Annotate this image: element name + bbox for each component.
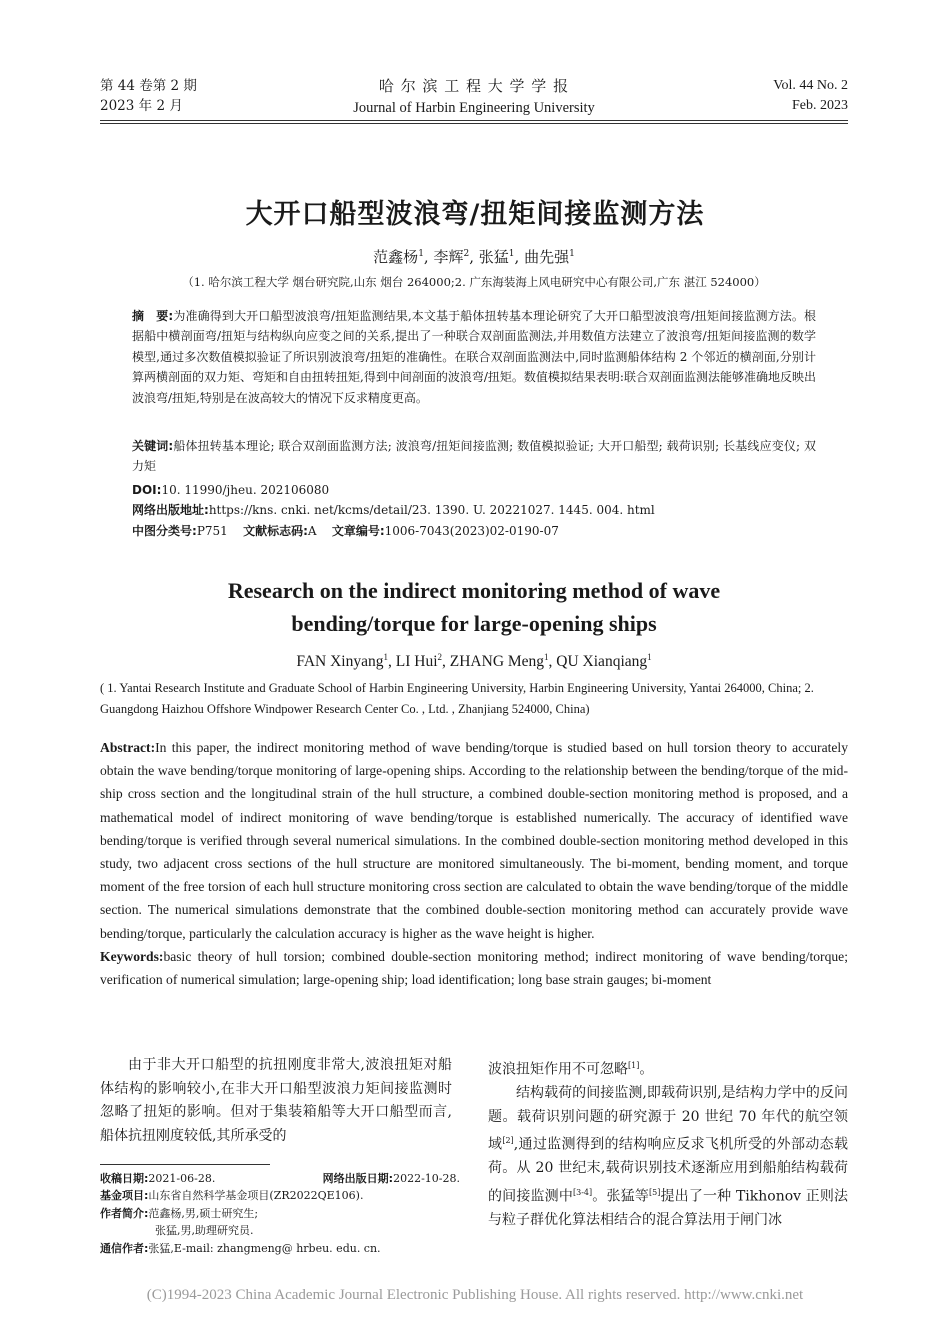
received-date [100, 1170, 460, 1187]
author-mark: 1 [569, 249, 575, 259]
body-text: 。张猛等 [592, 1188, 649, 1205]
bio-label: 作者简介: [100, 1206, 149, 1220]
author-mark: 1 [508, 249, 515, 259]
body-text: 提出了一种 Tikhonov 正则法与粒子群优化算法相结合的混合算法用于闸门冰 [488, 1188, 849, 1228]
journal-name-cn: 哈 尔 滨 工 程 大 学 学 报 [378, 77, 570, 95]
citation[interactable]: [1] [628, 1061, 640, 1070]
body-text: ,通过监测得到的结构响应反求飞机所受的外部动态载荷。从 20 世纪末,载荷识别技术逐渐应用到船舶结构载荷的间接监测中 [488, 1136, 848, 1205]
body-text: 。 [639, 1061, 654, 1078]
volume-issue: 第 44 卷第 2 期 [100, 78, 197, 94]
abstract-cn-text: 为准确得到大开口船型波浪弯/扭矩监测结果,本文基于船体扭转基本理论研究了大开口船型波浪弯/扭矩间接监测方法。根据船中横剖面弯/扭矩与结构纵向应变之间的关系,提出了一种联合双剖面监测法,并用数值方法建立了波浪弯/扭矩间接监测的数学模型,通过多次数值模拟验证了所识别波浪弯/扭矩的准确性。在联合双剖面监测法中,同时监测船体结构 2 个邻近的横剖面,分别计算两横剖面的双力矩、弯矩和自由扭转扭矩,得到中间剖面的波浪弯/扭矩。数值模拟结果表明:联合双剖面监测法能够准确地反映出波浪弯/扭矩,特别是在波高较大的情况下反求精度更高。 [132, 309, 816, 405]
received-value: 2021-06-28. [148, 1172, 216, 1185]
author-bio-2 [100, 1222, 460, 1239]
fund-value: 山东省自然科学基金项目(ZR2022QE106). [148, 1189, 364, 1203]
doi-label: DOI: [132, 483, 162, 497]
abstract-en-label: Abstract: [100, 740, 156, 755]
journal-name-en: Journal of Harbin Engineering University [353, 100, 595, 116]
volume-no-en: Vol. 44 No. 2 [773, 78, 848, 93]
author-en: LI Hui [395, 653, 438, 671]
keywords-cn-label: 关键词: [132, 439, 174, 453]
affiliation-cn: （1. 哈尔滨工程大学 烟台研究院,山东 烟台 264000;2. 广东海装海上风电研究中心有限公司,广东 湛江 524000） [182, 275, 766, 289]
clc-value: P751 [196, 524, 228, 538]
author-en: QU Xianqiang [556, 653, 648, 671]
abstract-cn [132, 306, 816, 408]
keywords-en-text: basic theory of hull torsion; combined double-section monitoring method; indirect monitoring of wave bending/torque; verification of numerical simulation; large-opening ship; load identification; long base strain gauges; bi-moment [100, 948, 848, 988]
body-paragraph [488, 1082, 848, 1232]
author-mark: 1 [647, 652, 652, 662]
abstract-en-text: In this paper, the indirect monitoring method of wave bending/torque is studied based on hull torsion theory to accurately obtain the wave bending/torque monitoring of large-opening ships. According to the relationship between the bending/torque of the mid-ship cross section and the longitudinal strain of the hull structure, a combined double-section monitoring method is proposed, and a mathematical model of indirect monitoring of wave bending/torque is established numerically. The accuracy of identified wave bending/torque is verified through several numerical simulations. In the combined double-section monitoring method developed in this study, two adjacent cross sections of the hull structure are monitored simultaneously. The bi-moment, bending moment, and torque moment of the free torsion of each hull structure monitoring cross section are calculated to obtain the wave bending/torque of the middle section. The numerical simulations demonstrate that the combined double-section monitoring method can accurately provide wave bending/torque, particularly the calculation accuracy is higher as the wave height is higher. [100, 740, 848, 941]
body-column-right [488, 1054, 848, 1232]
online-label: 网络出版地址: [132, 503, 209, 517]
online-date-label: 网络出版日期: [322, 1172, 394, 1185]
doc-code-value: A [307, 524, 317, 538]
footnotes [100, 1170, 460, 1257]
body-paragraph [488, 1054, 848, 1082]
author-cn: 范鑫杨 [373, 248, 419, 266]
citation[interactable]: [3-4] [573, 1187, 593, 1197]
body-text: 结构载荷的间接监测,即载荷识别,是结构力学中的反问题。载荷识别问题的研究源于 20 世纪 70 年代的航空领域 [488, 1085, 848, 1153]
author-bio [100, 1205, 460, 1222]
bio-value: 张猛,男,助理研究员. [155, 1224, 254, 1238]
fund-label: 基金项目: [100, 1189, 149, 1203]
issue-date: 2023 年 2 月 [100, 98, 183, 114]
affiliation-en: ( 1. Yantai Research Institute and Graduate School of Harbin Engineering University, Harbin Engineering University, Yantai 264000, China; 2. Guangdong Haizhou Offshore Windpower Research Center Co. , Ltd. , Zhanjiang 524000, China) [100, 681, 814, 716]
received-label: 收稿日期: [100, 1172, 149, 1185]
title-en [100, 574, 848, 640]
citation[interactable]: [5] [648, 1187, 661, 1197]
doc-code-label: 文献标志码: [243, 524, 308, 538]
online-date-value: 2022-10-28. [393, 1172, 460, 1185]
article-no-label: 文章编号: [331, 524, 385, 538]
doi [132, 480, 816, 500]
fund [100, 1187, 460, 1204]
author-en: ZHANG Meng [449, 653, 545, 671]
author-cn: 张猛 [478, 248, 509, 266]
online-url[interactable]: https://kns. cnki. net/kcms/detail/23. 1390. U. 20221027. 1445. 004. html [208, 503, 655, 517]
body-paragraph: 由于非大开口船型的抗扭刚度非常大,波浪扭矩对船体结构的影响较小,在非大开口船型波浪力矩间接监测时忽略了扭矩的影响。但对于集装箱船等大开口船型而言,船体抗扭刚度较低,其所承受的 [100, 1057, 452, 1144]
keywords-cn-text: 船体扭转基本理论; 联合双剖面监测方法; 波浪弯/扭矩间接监测; 数值模拟验证; 大开口船型; 载荷识别; 长基线应变仪; 双力矩 [132, 439, 816, 474]
author-cn: 李辉 [433, 248, 464, 266]
author-en: FAN Xinyang [296, 653, 384, 671]
author-mark: 1 [418, 249, 424, 259]
author-mark: 2 [437, 652, 443, 662]
copyright-watermark: (C)1994-2023 China Academic Journal Electronic Publishing House. All rights reserved. http://www.cnki.net [146, 1287, 804, 1303]
body-text: 波浪扭矩作用不可忽略 [488, 1061, 628, 1078]
online-date [323, 1170, 460, 1187]
header-rule [100, 120, 848, 121]
body-column-left [100, 1054, 452, 1148]
corr-value[interactable]: 张猛,E-mail: zhangmeng@ hrbeu. edu. cn. [148, 1241, 381, 1255]
title-en-line1: Research on the indirect monitoring method of wave [227, 578, 721, 603]
authors-en: FAN Xinyang$^1$, LI Hui$^2$, ZHANG Meng$^1$, QU Xianqiang$^1$ [296, 652, 652, 671]
author-cn: 曲先强 [524, 248, 570, 266]
corresponding-author [100, 1240, 460, 1257]
author-mark: 1 [383, 652, 388, 662]
doi-link[interactable]: 10. 11990/jheu. 202106080 [161, 483, 330, 497]
author-mark: 2 [463, 249, 470, 259]
corr-label: 通信作者: [100, 1241, 149, 1255]
footnote-rule [100, 1164, 270, 1165]
header-rule-thin [100, 123, 848, 124]
citation[interactable]: [2] [502, 1136, 514, 1146]
keywords-en [100, 945, 848, 991]
keywords-en-label: Keywords: [100, 948, 164, 964]
abstract-cn-label: 摘 要: [132, 309, 174, 323]
classification [132, 521, 816, 541]
bio-value: 范鑫杨,男,硕士研究生; [148, 1206, 259, 1220]
keywords-cn [132, 436, 816, 477]
article-no-value: 1006-7043(2023)02-0190-07 [384, 524, 559, 538]
date-en: Feb. 2023 [792, 98, 848, 113]
title-en-line2: bending/torque for large-opening ships [291, 611, 657, 636]
author-mark: 1 [544, 652, 549, 662]
online-address [132, 500, 816, 520]
title-cn: 大开口船型波浪弯/扭矩间接监测方法 [245, 199, 705, 230]
abstract-en [100, 736, 848, 991]
authors-cn: 范鑫杨$^1$, 李辉$^2$, 张猛$^1$, 曲先强$^1$ [373, 248, 575, 266]
clc-label: 中图分类号: [132, 524, 197, 538]
